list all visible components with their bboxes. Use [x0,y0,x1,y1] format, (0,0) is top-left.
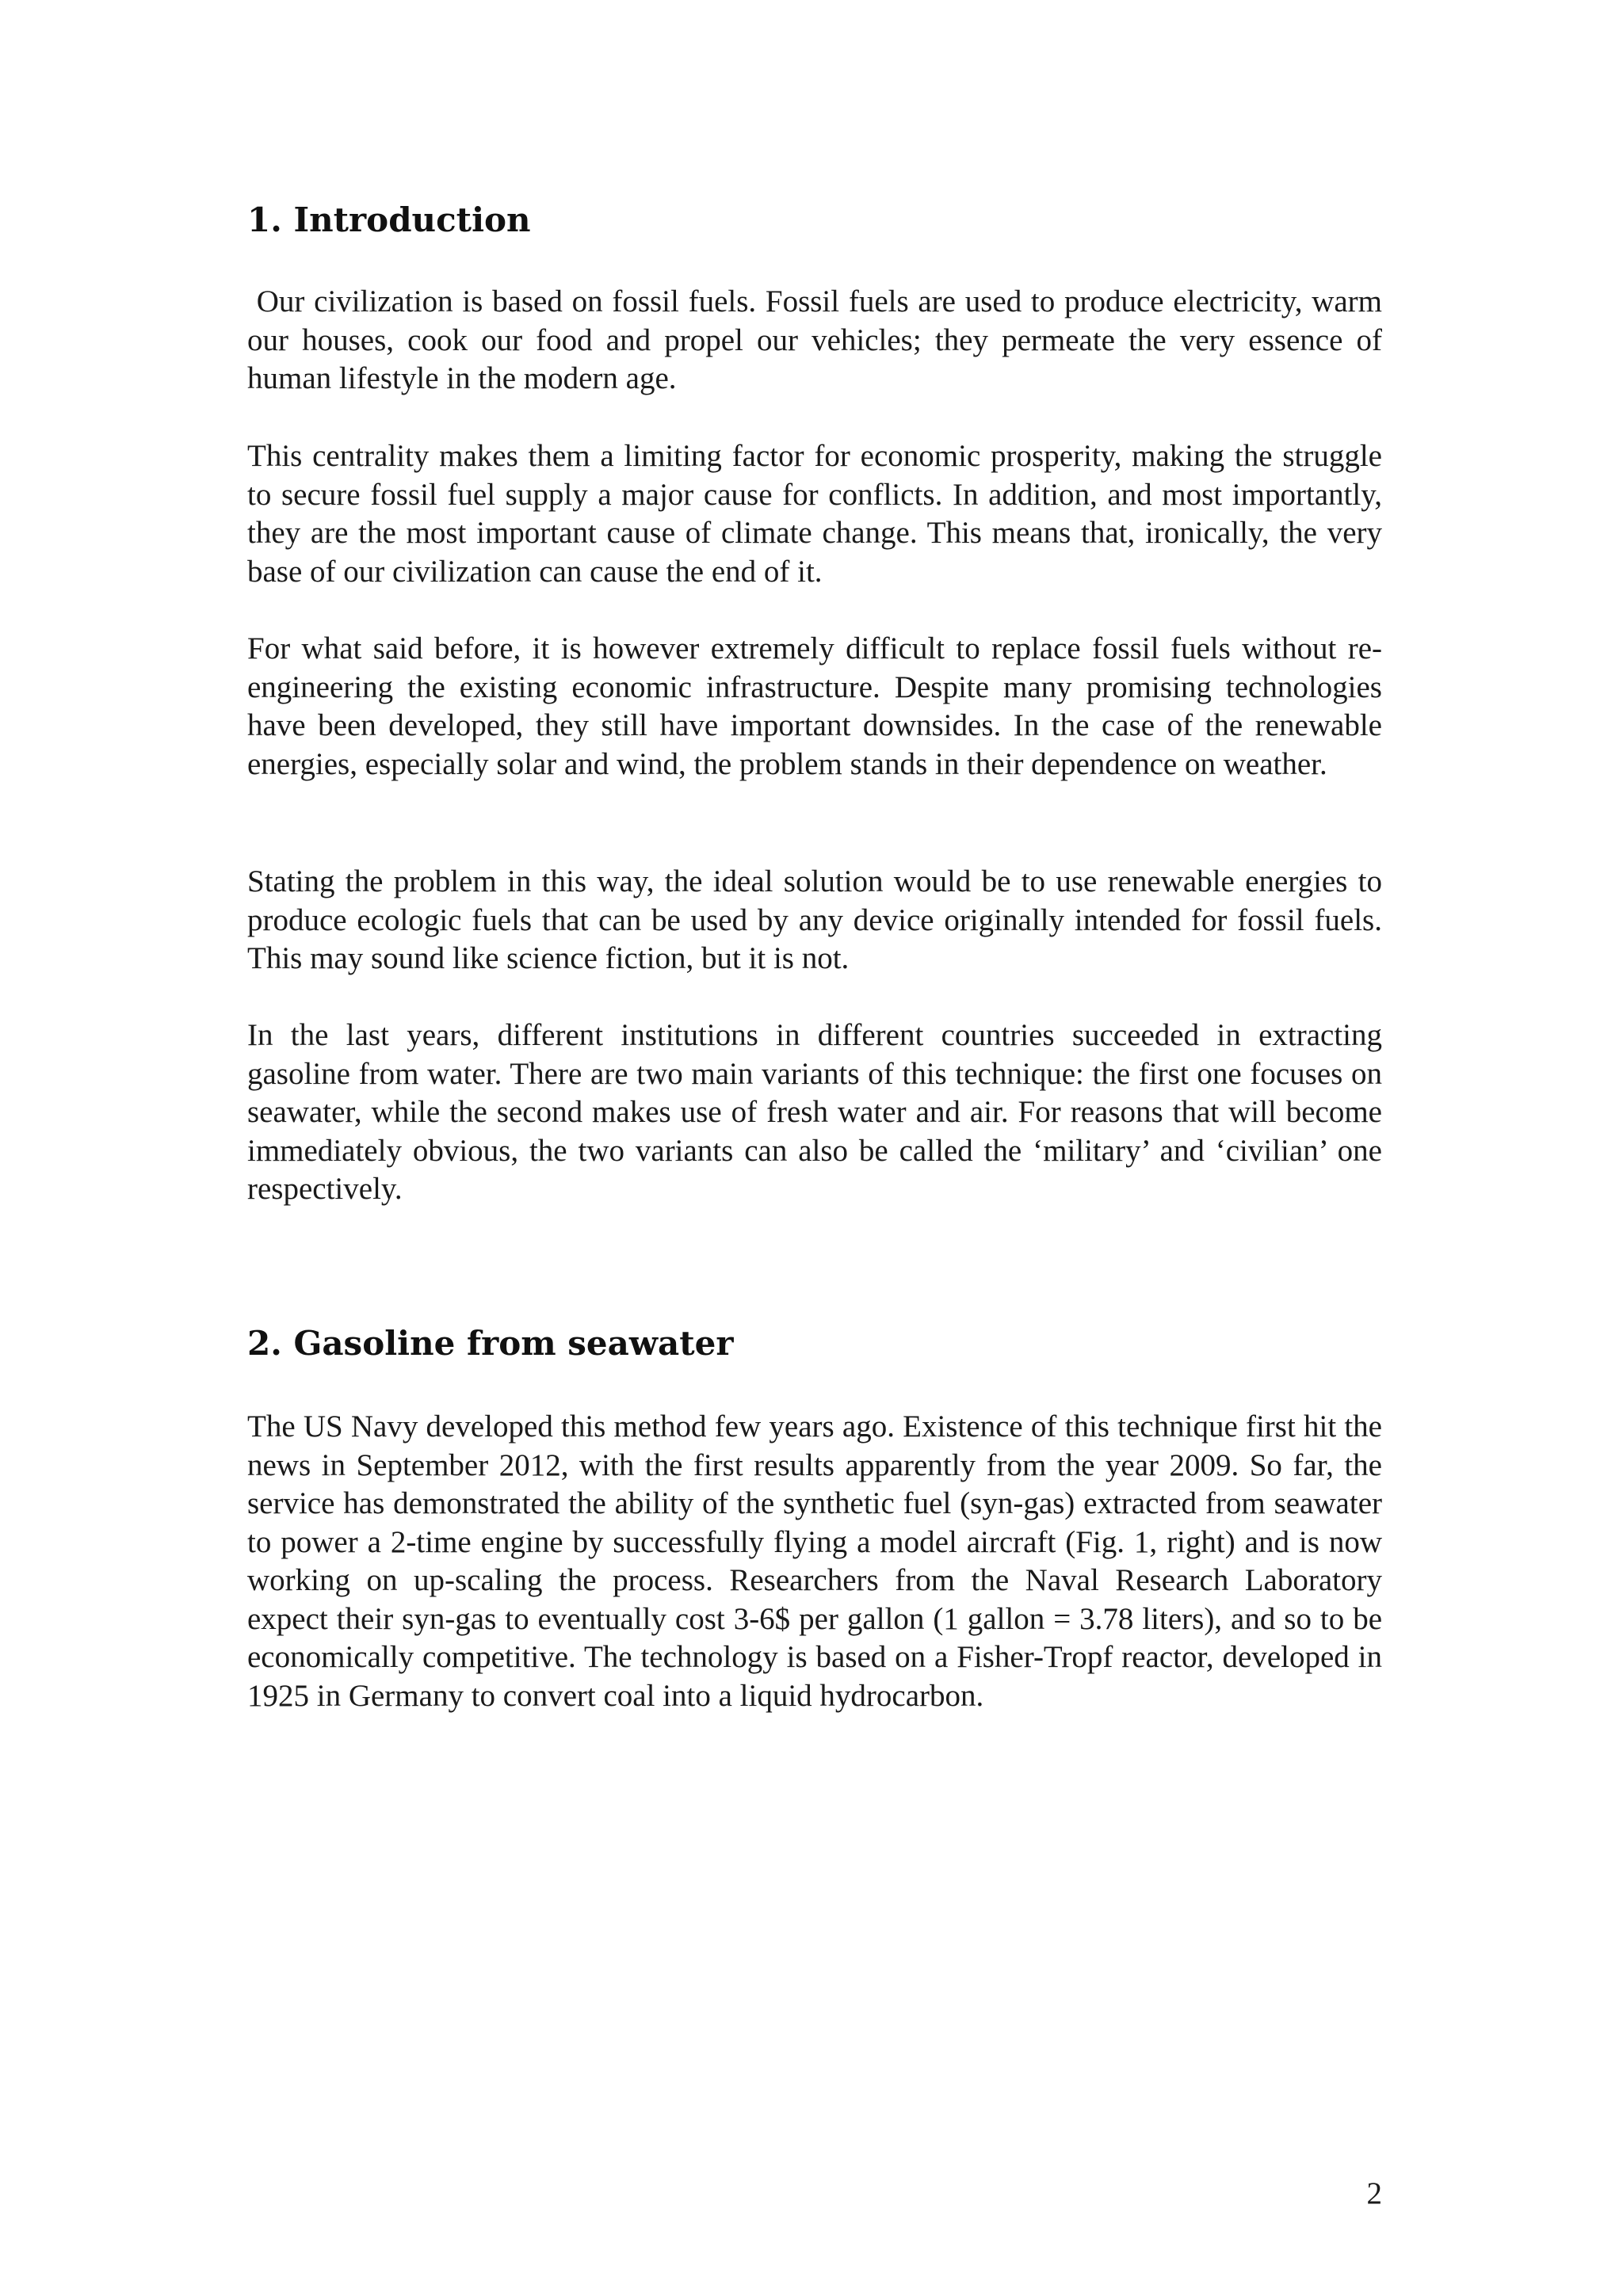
document-page [247,0,1390,2296]
intro-paragraph-5: In the last years, different institutions in different countries succeeded in extracting gasoline from water. There are two main variants of this technique: the first one focuses on seawater, while the second makes use of fresh water and air. For reasons that will become immediately obvious, the two variants can also be called the ‘military’ and ‘civilian’ one respectively. [247,1018,1382,1206]
page-number: 2 [1366,2176,1382,2210]
seawater-paragraph-1: The US Navy developed this method few years ago. Existence of this technique first hit the news in September 2012, with the first results apparently from the year 2009. So far, the service has demonstrated the ability of the synthetic fuel (syn-gas) extracted from seawater to power a 2-time engine by successfully flying a model aircraft (Fig. 1, right) and is now working on up-scaling the process. Researchers from the Naval Research Laboratory expect their syn-gas to eventually cost 3-6$ per gallon (1 gallon = 3.78 liters), and so to be economically competitive. The technology is based on a Fisher-Tropf reactor, developed in 1925 in Germany to convert coal into a liquid hydrocarbon. [247,1409,1382,1713]
section-heading-introduction: 1. Introduction [247,200,531,239]
intro-paragraph-3: For what said before, it is however extremely difficult to replace fossil fuels without re-engineering the existing economic infrastructure. Despite many promising technologies have been developed, they still have important downsides. In the case of the renewable energies, especially solar and wind, the problem stands in their dependence on weather. [247,631,1382,781]
intro-paragraph-4: Stating the problem in this way, the ideal solution would be to use renewable energies to produce ecologic fuels that can be used by any device originally intended for fossil fuels. This may sound like science fiction, but it is not. [247,864,1382,975]
intro-paragraph-1: Our civilization is based on fossil fuels. Fossil fuels are used to produce electricity, warm our houses, cook our food and propel our vehicles; they permeate the very essence of human lifestyle in the modern age. [247,284,1390,395]
section-heading-gasoline-from-seawater: 2. Gasoline from seawater [247,1324,734,1363]
intro-paragraph-2: This centrality makes them a limiting factor for economic prosperity, making the struggle to secure fossil fuel supply a major cause for conflicts. In addition, and most importantly, they are the most important cause of climate change. This means that, ironically, the very base of our civilization can cause the end of it. [247,439,1382,589]
